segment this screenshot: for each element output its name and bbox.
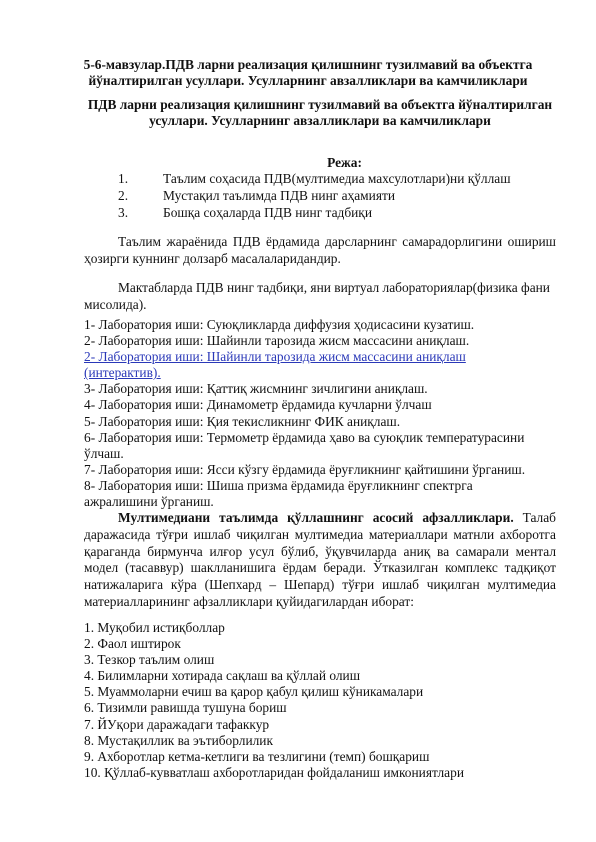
- lab-item: ўлчаш.: [84, 445, 124, 461]
- plan-item: [118, 205, 511, 222]
- labs-intro-paragraph: Мактабларда ПДВ нинг тадбиқи, яни виртуал лабораториялар(физика фани мисолида).: [84, 280, 550, 312]
- advantages-heading: Мултимедиани таълимда қўллашнинг асосий афзалликлари.: [118, 510, 514, 525]
- plan-item: [118, 188, 511, 205]
- list-item: 7. ЙУқори даражадаги тафаккур: [84, 716, 270, 732]
- plan-item-number: 3.: [118, 204, 129, 220]
- plan-item-number: 1.: [118, 171, 129, 186]
- list-item: 3. Тезкор таълим олиш: [84, 652, 215, 668]
- advantages-section: [84, 510, 556, 611]
- lab-item: ажралишини ўрганиш.: [84, 494, 214, 510]
- list-item: 6. Тизимли равишда тушуна бориш: [84, 700, 287, 716]
- plan-item-number: 2.: [118, 187, 129, 203]
- plan-item-text: Мустақил таълимда ПДВ нинг аҳамияти: [163, 187, 396, 203]
- list-item: 9. Ахборотлар кетма-кетлиги ва тезлигини (темп) бошқариш: [84, 748, 430, 764]
- lab-item: 8- Лаборатория иши: Шиша призма ёрдамида ёруғликнинг спектрга: [84, 477, 473, 493]
- lab-item: 7- Лаборатория иши: Ясси кўзгу ёрдамида ёруғликнинг қайтишини ўрганиш.: [84, 461, 526, 477]
- list-item: 4. Билимларни хотирада сақлаш ва қўллай олиш: [84, 668, 361, 684]
- plan-item-text: Таълим соҳасида ПДВ(мултимедиа махсулотлари)ни қўллаш: [163, 171, 511, 186]
- lab-link[interactable]: 2- Лаборатория иши: Шайинли тарозида жисм массасини аниқлаш: [84, 349, 466, 365]
- lab-link-continued[interactable]: (интерактив).: [84, 365, 161, 381]
- plan-item: [118, 171, 511, 188]
- document-title: 5-6-мавзулар.ПДВ ларни реализация қилишнинг тузилмавий ва объектга йўналтирилган усуллари. Усулларнинг авзалликлари ва камчиликлари: [83, 57, 533, 88]
- list-item: 1. Муқобил истиқболлар: [84, 620, 225, 635]
- advantages-body: Талаб даражасида тўғри ишлаб чиқилган мултимедиа материаллари матнли ахборотга қараганда бирмунча илғор усул бўлиб, ўқувчиларда аниқ ва самарали ментал модел (тасаввур) шаклланишига ёрдам беради. Ўтказилган комплекс тадқиқот натижаларига кўра (Шепхард – Шепард) тўғри ишлаб чиқилган мултимедиа материалларининг афзалликлари қуйидагилардан иборат:: [84, 510, 556, 609]
- list-item: 8. Мустақиллик ва эътиборлилик: [84, 732, 273, 748]
- advantages-list: [84, 620, 564, 781]
- lab-list: [84, 317, 564, 510]
- plan-heading: Режа:: [327, 155, 362, 170]
- lab-item: 6- Лаборатория иши: Термометр ёрдамида ҳаво ва суюқлик температурасини: [84, 429, 525, 445]
- list-item: 5. Муаммоларни ечиш ва қарор қабул қилиш кўникамалари: [84, 684, 424, 700]
- lab-item: 1- Лаборатория иши: Суюқликларда диффузия ҳодисасини кузатиш.: [84, 317, 475, 332]
- intro-paragraph: Таълим жараёнида ПДВ ёрдамида дарсларнинг самарадорлигини ошириш ҳозирги куннинг долзарб масалаларидандир.: [84, 234, 556, 266]
- document-subtitle: ПДВ ларни реализация қилишнинг тузилмавий ва объектга йўналтирилган усуллари. Усулларнинг авзалликлари ва камчиликлари: [87, 97, 553, 128]
- plan-list: [118, 171, 511, 221]
- lab-item: 4- Лаборатория иши: Динамометр ёрдамида кучларни ўлчаш: [84, 397, 432, 413]
- list-item: 2. Фаол иштирок: [84, 636, 181, 652]
- list-item: 10. Қўллаб-кувватлаш ахборотларидан фойдаланиш имкониятлари: [84, 764, 464, 780]
- lab-item: 2- Лаборатория иши: Шайинли тарозида жисм массасини аниқлаш.: [84, 333, 470, 349]
- plan-item-text: Бошқа соҳаларда ПДВ нинг тадбиқи: [163, 204, 372, 220]
- lab-item: 5- Лаборатория иши: Қия текисликнинг ФИК аниқлаш.: [84, 413, 401, 429]
- lab-item: 3- Лаборатория иши: Қаттиқ жисмнинг зичлигини аниқлаш.: [84, 381, 428, 397]
